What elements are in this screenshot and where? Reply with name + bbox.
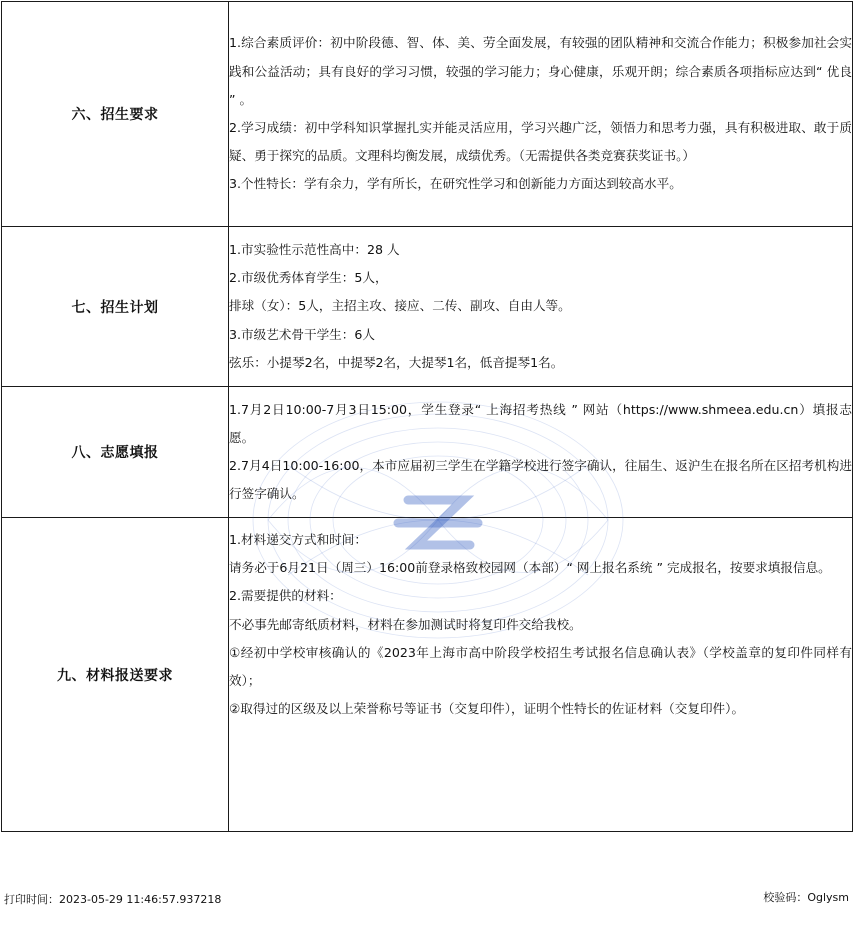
materials-item: 请务必于6月21日（周三）16:00前登录格致校园网（本部）“ 网上报名系统 ” 完成报名，按要求填报信息。 xyxy=(229,560,831,576)
materials-item: 不必事先邮寄纸质材料，材料在参加测试时将复印件交给我校。 xyxy=(229,616,582,632)
application-item: 1.7月2日10:00-7月3日15:00，学生登录“ 上海招考热线 ” 网站（https://www.shmeea.edu.cn）填报志愿。 xyxy=(229,401,852,445)
plan-item: 2.市级优秀体育学生：5人， xyxy=(229,270,388,286)
section-content-materials xyxy=(229,518,853,832)
plan-item: 3.市级艺术骨干学生：6人 xyxy=(229,326,375,342)
table-row xyxy=(2,518,853,832)
materials-item: ②取得过的区级及以上荣誉称号等证书（交复印件），证明个性特长的佐证材料（交复印件）。 xyxy=(229,701,745,717)
table-row xyxy=(2,2,853,227)
materials-item: ①经初中学校审核确认的《2023年上海市高中阶段学校招生考试报名信息确认表》（学校盖章的复印件同样有效）； xyxy=(229,644,852,689)
section-content-application xyxy=(229,387,853,518)
materials-item: 1.材料递交方式和时间： xyxy=(229,532,367,547)
section-heading-application: 八、志愿填报 xyxy=(2,387,229,518)
plan-item: 弦乐：小提琴2名，中提琴2名，大提琴1名，低音提琴1名。 xyxy=(229,354,564,370)
requirement-item: 1.综合素质评价：初中阶段德、智、体、美、劳全面发展，有较强的团队精神和交流合作能力；积极参加社会实践和公益活动；具有良好的学习习惯，较强的学习能力；身心健康，乐观开朗；综合素质各项指标应达到“ 优良 ” 。 xyxy=(229,35,852,107)
section-heading-requirements: 六、招生要求 xyxy=(2,2,229,227)
requirement-item: 2.学习成绩：初中学科知识掌握扎实并能灵活应用，学习兴趣广泛，领悟力和思考力强，具有积极进取、敢于质疑、勇于探究的品质。文理科均衡发展，成绩优秀。（无需提供各类竞赛获奖证书。） xyxy=(229,120,852,164)
plan-item: 1.市实验性示范性高中：28 人 xyxy=(229,241,400,257)
admission-info-table xyxy=(1,1,853,832)
application-item: 2.7月4日10:00-16:00，本市应届初三学生在学籍学校进行签字确认，往届生、返沪生在报名所在区招考机构进行签字确认。 xyxy=(229,458,852,502)
section-heading-plan: 七、招生计划 xyxy=(2,227,229,387)
plan-item: 排球（女）：5人，主招主攻、接应、二传、副攻、自由人等。 xyxy=(229,298,571,314)
materials-item: 2.需要提供的材料： xyxy=(229,588,342,604)
table-row xyxy=(2,387,853,518)
section-heading-materials: 九、材料报送要求 xyxy=(2,518,229,832)
section-content-plan xyxy=(229,227,853,387)
table-row xyxy=(2,227,853,387)
print-time: 打印时间：2023-05-29 11:46:57.937218 xyxy=(4,893,222,906)
section-content-requirements xyxy=(229,2,853,227)
check-code: 校验码：Oglysm xyxy=(763,891,849,904)
requirement-item: 3.个性特长：学有余力，学有所长，在研究性学习和创新能力方面达到较高水平。 xyxy=(229,176,682,192)
